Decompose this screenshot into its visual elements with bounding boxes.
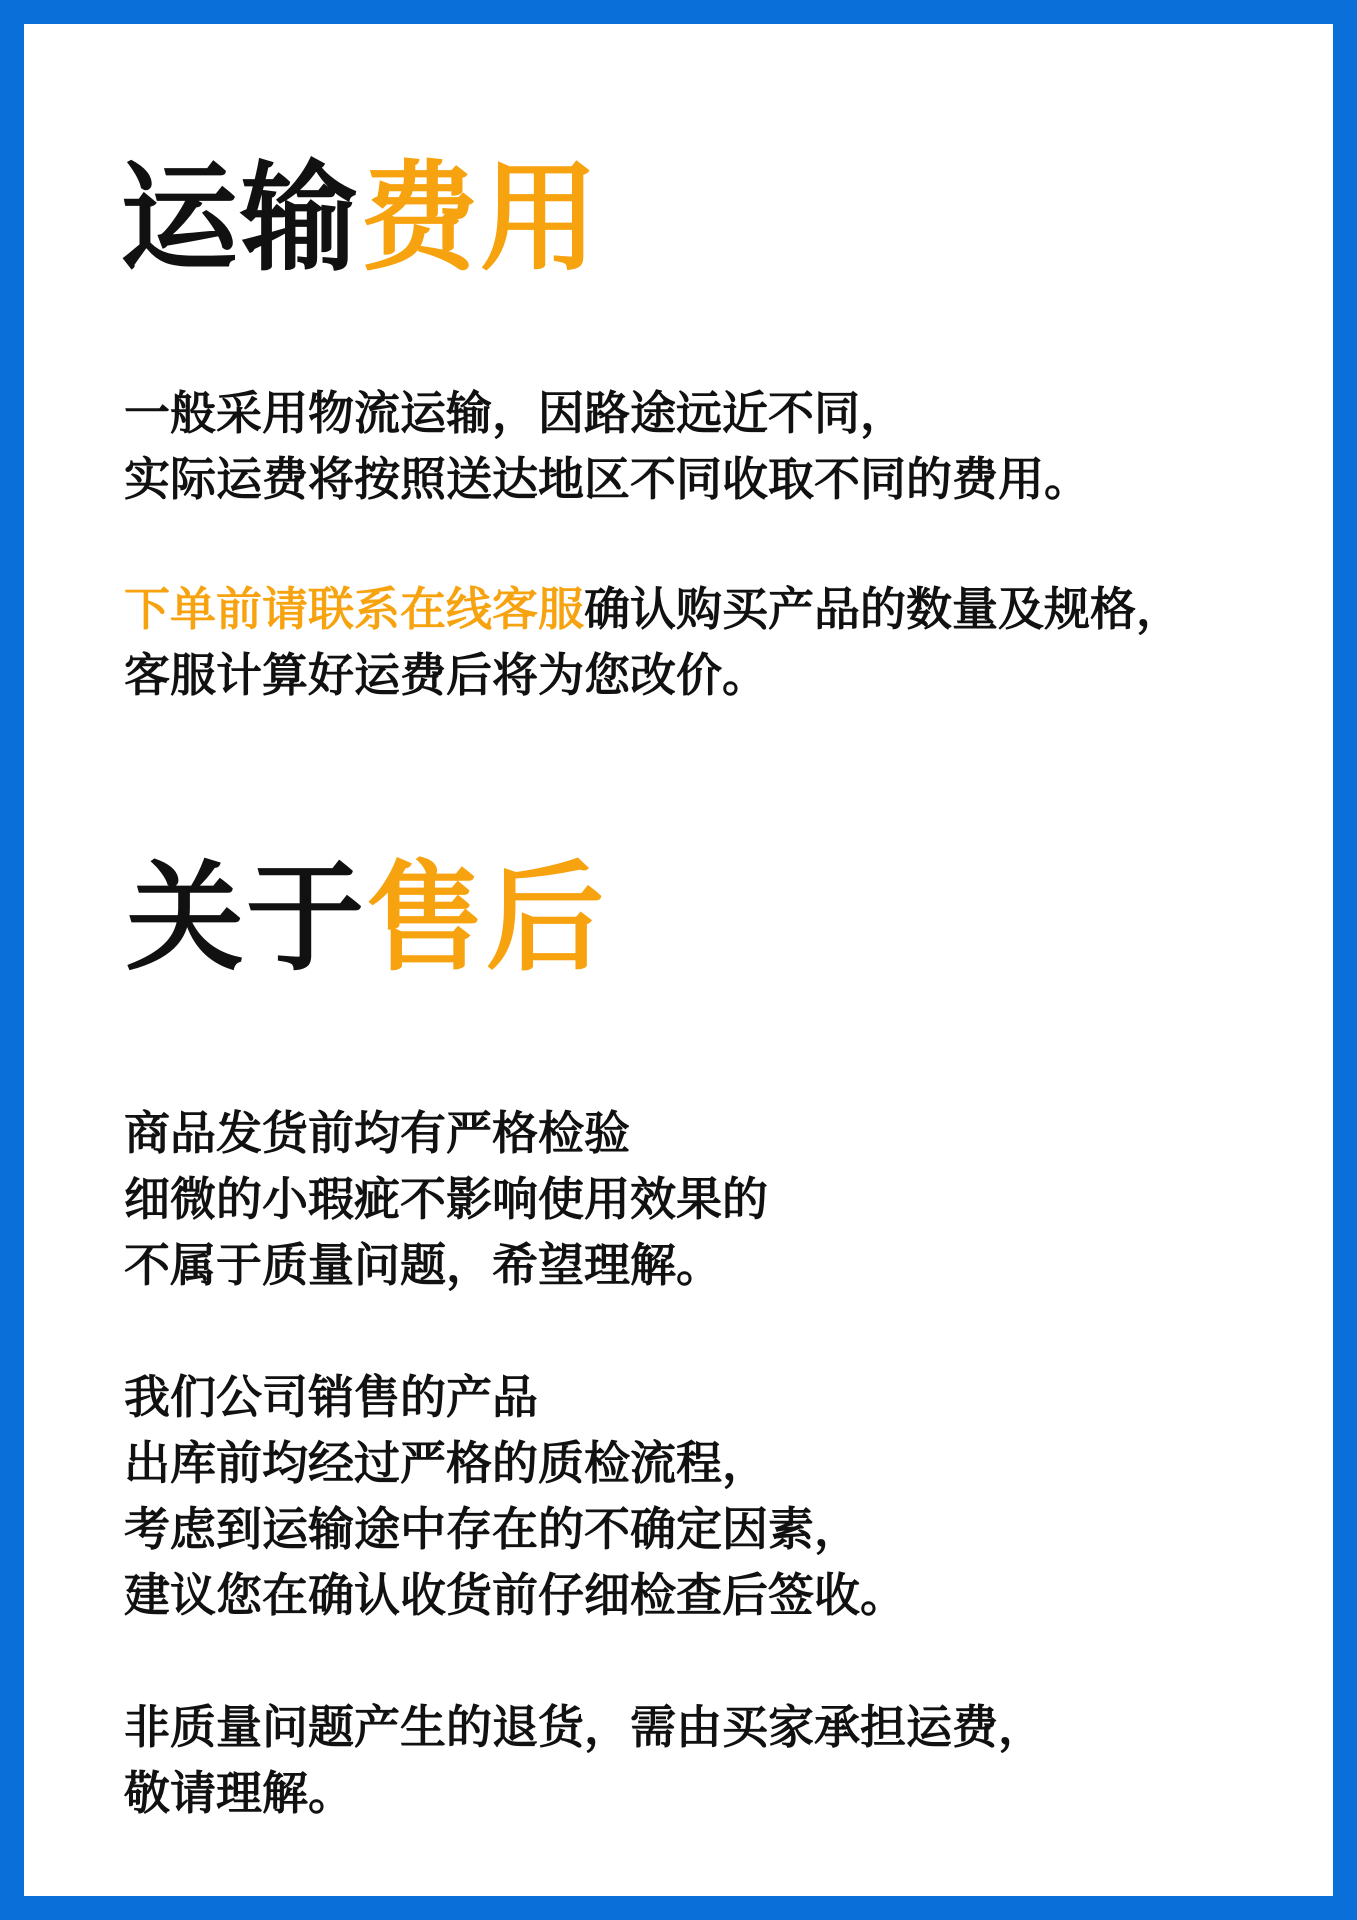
text-line: 实际运费将按照送达地区不同收取不同的费用。 (124, 452, 1090, 506)
text-line: 商品发货前均有严格检验 (124, 1106, 630, 1160)
contact-service-highlight: 下单前请联系在线客服 (124, 582, 584, 636)
text-line: 客服计算好运费后将为您改价。 (124, 648, 768, 702)
text-line: 我们公司销售的产品 (124, 1370, 538, 1424)
after-sales-heading (126, 849, 607, 987)
shipping-paragraph-1 (124, 380, 1090, 512)
shipping-heading-part2: 费用 (360, 149, 601, 287)
text-fragment: 确认购买产品的数量及规格， (584, 582, 1182, 636)
after-sales-paragraph-3 (124, 1694, 1044, 1826)
after-sales-paragraph-1 (124, 1100, 768, 1298)
shipping-heading-part1: 运输 (120, 149, 361, 287)
text-line: 建议您在确认收货前仔细检查后签收。 (124, 1568, 906, 1622)
text-line: 一般采用物流运输，因路途远近不同， (124, 386, 906, 440)
text-line: 敬请理解。 (124, 1766, 354, 1820)
after-sales-heading-part2: 售后 (366, 849, 607, 987)
text-line: 细微的小瑕疵不影响使用效果的 (124, 1172, 768, 1226)
text-line: 不属于质量问题，希望理解。 (124, 1238, 722, 1292)
text-line: 考虑到运输途中存在的不确定因素， (124, 1502, 860, 1556)
text-line (124, 576, 1182, 642)
text-line: 非质量问题产生的退货，需由买家承担运费， (124, 1700, 1044, 1754)
shipping-heading (120, 149, 601, 287)
after-sales-heading-part1: 关于 (126, 849, 367, 987)
shipping-paragraph-2 (124, 576, 1182, 708)
after-sales-paragraph-2 (124, 1364, 906, 1628)
text-line: 出库前均经过严格的质检流程， (124, 1436, 768, 1490)
